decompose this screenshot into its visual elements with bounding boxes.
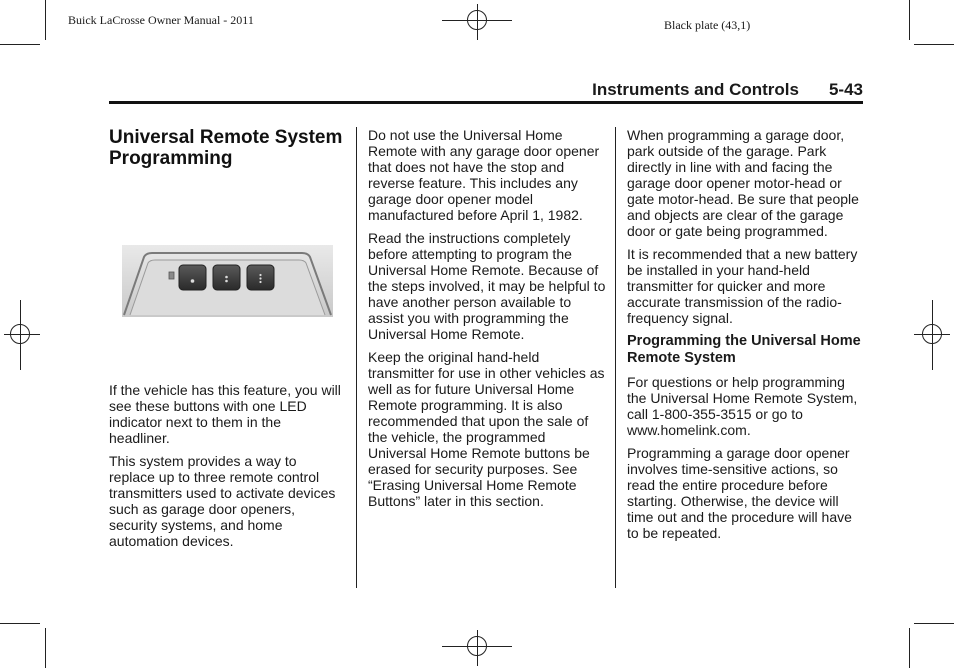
plate-label-right: Black plate (43,1) [664,18,751,32]
remote-buttons-icon [122,245,333,317]
crop-mark [45,0,46,40]
column-3 [627,127,867,548]
column-divider [615,127,616,588]
paragraph: When programming a garage door, park outside of the garage. Park directly in line with and facing the garage door opener motor-head or gate motor-head. Be sure that people and objects are clear of the garage door or gate being programmed. [627,127,859,239]
page-number: 5-43 [828,80,863,99]
crop-mark [45,628,46,668]
crop-mark [914,623,954,624]
section-name: Instruments and Controls [592,80,799,99]
paragraph: Programming a garage door opener involves time-sensitive actions, so read the entire procedure before starting. Otherwise, the device will time out and the procedure will have to be repeated. [627,445,852,541]
running-header [109,80,863,100]
crop-mark [0,623,40,624]
subheading: Programming the Universal Home Remote System [627,333,861,366]
column-divider [356,127,357,588]
paragraph: Read the instructions completely before attempting to program the Universal Home Remote. Because of the steps involved, it may be helpful to have another person available to assist you with programming the Universal Home Remote. [368,230,606,342]
crop-mark [909,628,910,668]
header-rule [109,101,863,104]
paragraph: Do not use the Universal Home Remote with any garage door opener that does not have the stop and reverse feature. This includes any garage door opener model manufactured before April 1, 1982. [368,127,600,223]
crop-mark [909,0,910,40]
paragraph: If the vehicle has this feature, you will see these buttons with one LED indicator next to them in the headliner. [109,382,341,446]
crop-mark [0,44,40,45]
column-2 [368,127,606,516]
plate-label-left: Buick LaCrosse Owner Manual - 2011 [68,13,254,27]
paragraph: This system provides a way to replace up to three remote control transmitters used to activate devices such as garage door openers, security systems, and home automation devices. [109,453,336,549]
paragraph: For questions or help programming the Universal Home Remote System, call 1-800-355-3515 or go to www.homelink.com. [627,374,858,438]
paragraph: Keep the original hand-held transmitter for use in other vehicles as well as for future Universal Home Remote programming. It is also recommended that upon the sale of the vehicle, the programmed Universal Home Remote buttons be erased for security purposes. See “Erasing Universal Home Remote Buttons” later in this section. [368,349,605,509]
section-title: Universal Remote System Programming [109,127,343,169]
crop-mark [914,44,954,45]
paragraph: It is recommended that a new battery be installed in your hand-held transmitter for quicker and more accurate transmission of the radio-frequency signal. [627,246,858,326]
column-1-body [109,382,345,556]
